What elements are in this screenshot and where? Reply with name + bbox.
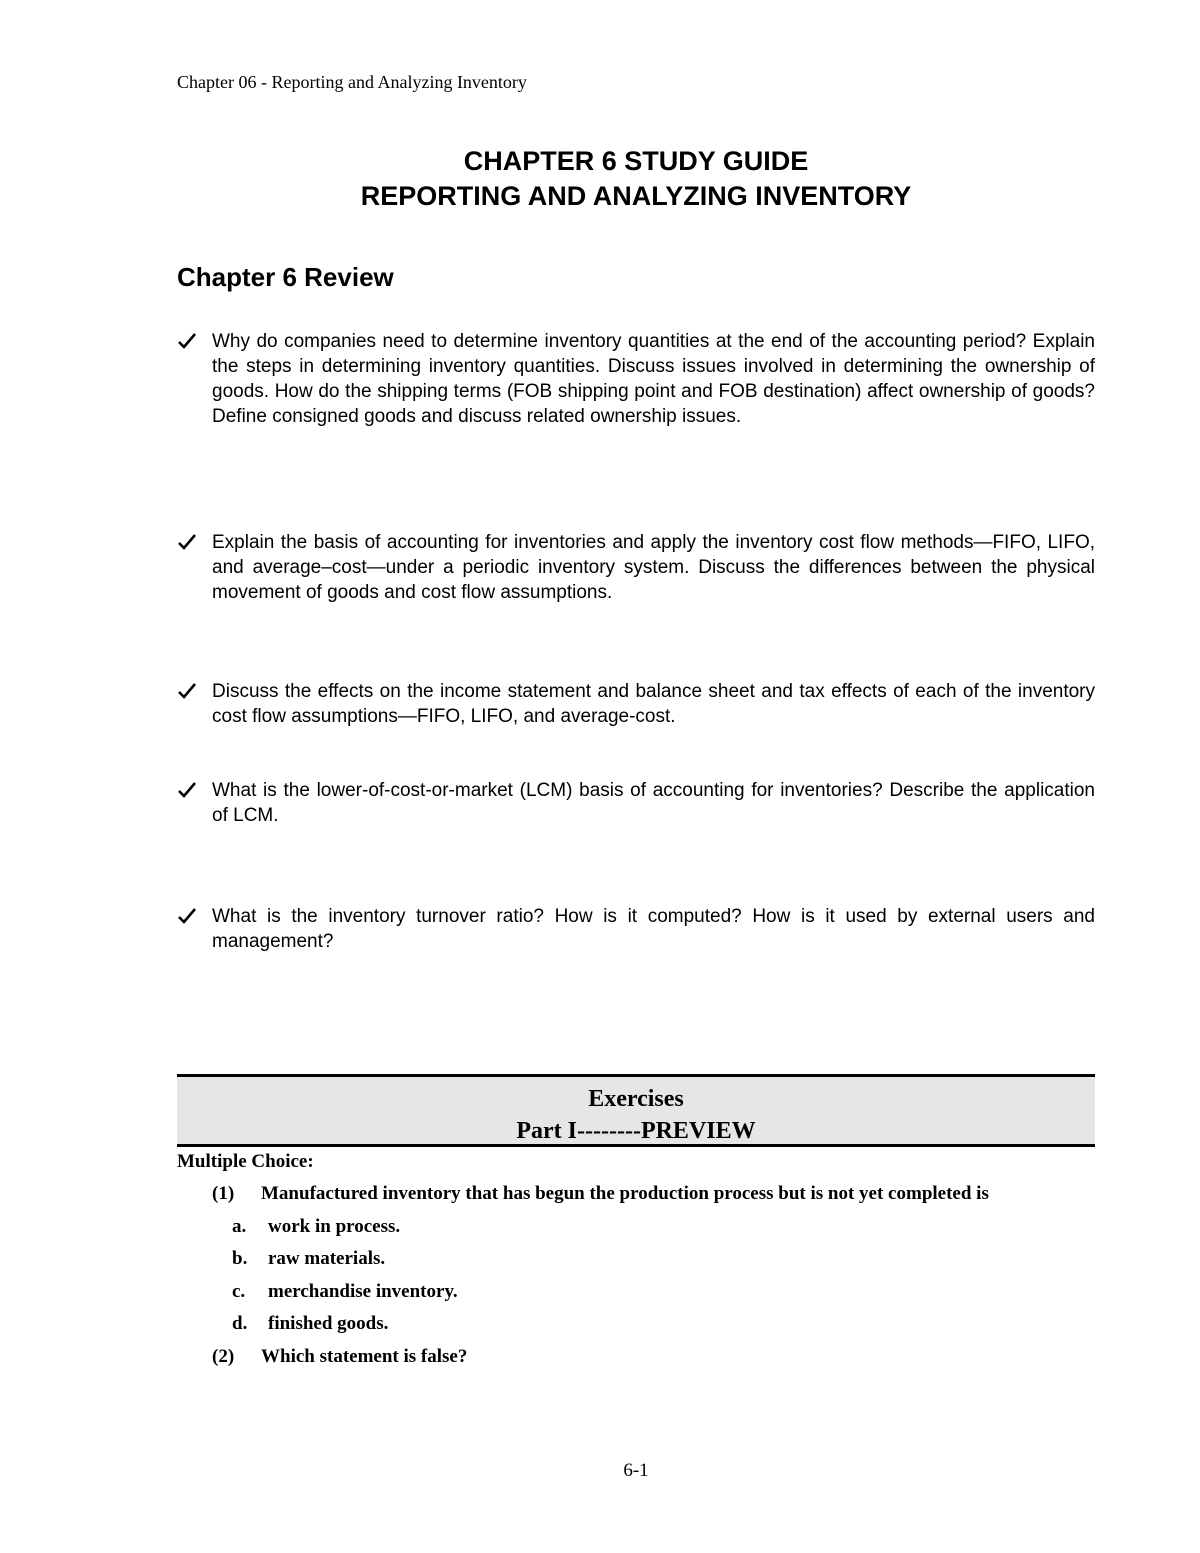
review-item-text: Why do companies need to determine inventory quantities at the end of the accounting period? Explain the steps in determining inventory quantities. Discuss issues involved in determining the ownership of goods. How do the shipping terms (FOB shipping point and FOB destination) affect ownership of goods? Define consigned goods and discuss related ownership issues. <box>212 331 1095 427</box>
page-number: 6-1 <box>623 1460 649 1481</box>
review-heading: Chapter 6 Review <box>177 262 394 292</box>
review-item-text: What is the lower-of-cost-or-market (LCM) basis of accounting for inventories? Describe the application of LCM. <box>212 780 1095 826</box>
review-item <box>177 329 1095 429</box>
answer-option <box>232 1248 385 1270</box>
question <box>212 1346 467 1368</box>
checkmark-icon <box>177 331 197 351</box>
option-text: raw materials. <box>268 1248 386 1269</box>
review-item <box>177 679 1095 729</box>
chapter-title-line-2: REPORTING AND ANALYZING INVENTORY <box>360 181 912 211</box>
checkmark-icon <box>177 681 197 701</box>
review-item <box>177 530 1095 605</box>
multiple-choice-label: Multiple Choice: <box>177 1151 314 1172</box>
checkmark-icon <box>177 780 197 800</box>
answer-option <box>232 1313 388 1335</box>
option-text: work in process. <box>268 1216 401 1237</box>
review-item-text: What is the inventory turnover ratio? How is it computed? How is it used by external users and management? <box>212 906 1095 952</box>
question-text: Which statement is false? <box>261 1346 468 1367</box>
review-item-text: Explain the basis of accounting for inventories and apply the inventory cost flow methods—FIFO, LIFO, and average–cost—under a periodic inventory system. Discuss the differences between the physical movement of goods and cost flow assumptions. <box>212 532 1095 603</box>
running-header: Chapter 06 - Reporting and Analyzing Inventory <box>177 72 527 92</box>
option-letter: c. <box>232 1281 246 1302</box>
review-item-text: Discuss the effects on the income statement and balance sheet and tax effects of each of the inventory cost flow assumptions—FIFO, LIFO, and average-cost. <box>212 681 1095 727</box>
checkmark-icon <box>177 906 197 926</box>
option-text: merchandise inventory. <box>268 1281 458 1302</box>
question-number: (1) <box>212 1183 235 1204</box>
option-letter: d. <box>232 1313 248 1334</box>
question-number: (2) <box>212 1346 235 1367</box>
checkmark-icon <box>177 532 197 552</box>
review-item <box>177 778 1095 828</box>
option-text: finished goods. <box>268 1313 389 1334</box>
option-letter: b. <box>232 1248 248 1269</box>
review-item <box>177 904 1095 954</box>
exercises-title: Exercises <box>588 1086 684 1112</box>
chapter-title <box>177 144 1095 214</box>
chapter-title-line-1: CHAPTER 6 STUDY GUIDE <box>463 146 809 176</box>
option-letter: a. <box>232 1216 247 1237</box>
exercises-banner <box>177 1074 1095 1147</box>
answer-option <box>232 1216 400 1238</box>
question-text: Manufactured inventory that has begun the production process but is not yet completed is <box>261 1183 989 1204</box>
exercises-part-label: Part I--------PREVIEW <box>516 1118 756 1144</box>
question <box>212 1183 989 1205</box>
answer-option <box>232 1281 458 1303</box>
